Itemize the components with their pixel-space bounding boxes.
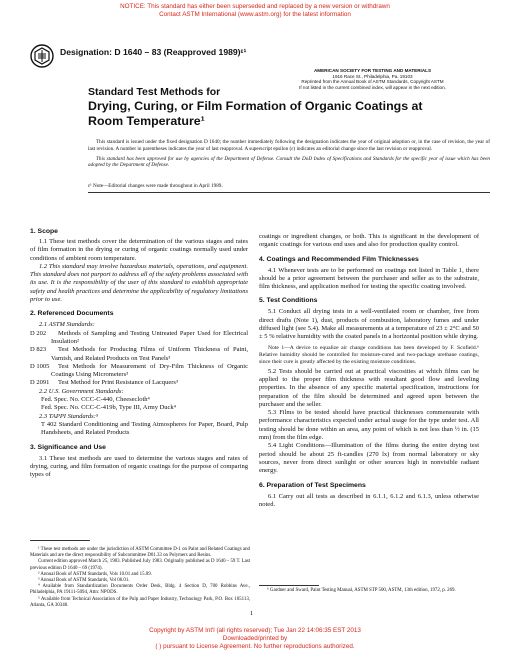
reference-item: D 202 Methods of Sampling and Testing Untreated Paper Used for Electrical Insulation² — [30, 329, 248, 345]
paragraph-1-1: 1.1 These test methods cover the determination of the various stages and rates of film formation in the drying or curing of organic coatings normally used under conditions of ambient room temperature. — [30, 238, 248, 262]
left-column — [30, 228, 248, 479]
publisher-org: AMERICAN SOCIETY FOR TESTING AND MATERIALS — [313, 68, 432, 73]
reference-item: D 823 Test Methods for Producing Films of Uniform Thickness of Paint, Varnish, and Related Products on Test Panels³ — [30, 346, 248, 362]
paragraph-5-2: 5.2 Tests should be carried out at practical viscosities at which films can be applied to the proper film thickness with resultant good flow and leveling properties. In the absence of any specific material specification, instructions for preparation of the film should be determined and agreed upon between the purchaser and the seller. — [259, 367, 479, 408]
government-standard-item: Fed. Spec. No. CCC-C-440, Cheesecloth⁴ — [41, 396, 150, 404]
designation: Designation: D 1640 – 83 (Reapproved 1989)ᵋ¹ — [60, 47, 247, 57]
government-standard-item: Fed. Spec. No. CCC-C-419b, Type III, Army Duck⁴ — [41, 404, 176, 412]
continued-paragraph: coatings or ingredient changes, or both. This is significant in the development of organic coatings for various end uses and also for production quality control. — [259, 233, 479, 249]
paragraph-5-4: 5.4 Light Conditions—Illumination of the films during the entire drying test period should be about 25 ft-candles (270 lx) from normal laboratory or sky sources, never from direct sunlight or other sources high in nonvisible radiant energy. — [259, 442, 479, 475]
title-line-1: Standard Test Methods for — [88, 86, 221, 98]
section-heading-preparation: 6. Preparation of Test Specimens — [259, 481, 366, 489]
footnotes-left — [30, 547, 250, 609]
section-heading-test-conditions: 5. Test Conditions — [259, 297, 318, 305]
footnote-5: ⁵ Available from Technical Association of the Pulp and Paper Industry, Technology Park, P.O. Box 105113, Atlanta, GA 30348. — [30, 596, 250, 608]
right-column — [259, 233, 479, 509]
paragraph-5-3: 5.3 Films to be tested should have practical thicknesses commensurate with performance characteristics expected under actual usage for the type under test. All testing should be done within an area, any point of which is not less than ½ in. (15 mm) from the film edge. — [259, 409, 479, 442]
divider — [88, 192, 490, 193]
paragraph-4-1: 4.1 Whenever tests are to be performed on coatings not listed in Table 1, there should be a prior agreement between the purchaser and seller as to the substrate, film thickness, and application method for testing the specific coating involved. — [259, 266, 479, 291]
astm-standards-heading: 2.1 ASTM Standards: — [39, 321, 95, 329]
section-heading-scope: 1. Scope — [30, 228, 58, 235]
editorial-note: ε¹ Note—Editorial changes were made throughout in April 1989. — [88, 183, 223, 189]
copyright-banner — [0, 627, 510, 651]
notice-line-1: NOTICE: This standard has either been superseded and replaced by a new version or withdrawn — [120, 3, 390, 10]
tappi-standard-item: T 402 Standard Conditioning and Testing Atmospheres for Paper, Board, Pulp Handsheets, and Related Products — [41, 420, 248, 437]
footnote-6: ⁶ Gardner and Sward, Paint Testing Manual, ASTM STP 500, ASTM, 13th edition, 1972, p. 269. — [267, 588, 456, 593]
publisher-reprint: Reprinted from the Annual Book of ASTM Standards, Copyright ASTM — [301, 79, 444, 85]
title-line-3: Room Temperature¹ — [88, 114, 205, 128]
footnote-divider — [259, 585, 319, 586]
government-standards-heading: 2.2 U.S. Government Standards: — [39, 387, 124, 395]
intro-paragraph-1: This standard is issued under the fixed designation D 1640; the number immediately following the designation indicates the year of original adoption or, in the case of revision, the year of last revision. A number in parentheses indicates the year of last reapproval. A superscript epsilon (ε) indicates an editorial change since the last revision or reapproval. — [88, 139, 490, 152]
footnote-4: ⁴ Available from Standardization Documents Order Desk, Bldg. 4 Section D, 700 Robbins Ave., Philadelphia, PA 19111-5094, Attn: NPODS. — [30, 584, 250, 596]
paragraph-5-1: 5.1 Conduct all drying tests in a well-ventilated room or chamber, free from direct drafts (Note 1), dust, products of combustion, laboratory fumes and under diffused light (see 5.4). Make all measurements at a temperature of 23 ± 2°C and 50 ± 5 % relative humidity with the coated panels in a horizontal position while drying. — [259, 308, 479, 341]
intro-block — [88, 139, 490, 172]
section-heading-significance: 3. Significance and Use — [30, 443, 106, 451]
copyright-line-1: Copyright by ASTM Int'l (all rights reserved); Tue Jan 22 14:06:35 EST 2013 — [149, 627, 361, 634]
footnote-3: ³ Annual Book of ASTM Standards, Vol 06.01. — [38, 578, 130, 584]
title-line-2: Drying, Curing, or Film Formation of Organic Coatings at — [88, 99, 423, 113]
note-1: Note 1—A device to equalize air change conditions has been developed by F. Scofield.⁶ Relative humidity should be controlled for moisture-cured and two-package urethane coatings, since their cure is greatly affected by the existing moisture conditions. — [259, 344, 479, 365]
paragraph-6-1: 6.1 Carry out all tests as described in 6.1.1, 6.1.2 and 6.1.3, unless otherwise noted. — [259, 492, 479, 508]
publisher-note: If not listed in the current combined index, will appear in the next edition. — [299, 84, 446, 90]
document-title — [88, 86, 488, 129]
section-heading-references: 2. Referenced Documents — [30, 310, 114, 318]
section-heading-coatings: 4. Coatings and Recommended Film Thicknesses — [259, 255, 419, 263]
tappi-standards-heading: 2.3 TAPPI Standards:⁵ — [39, 412, 99, 420]
astm-logo-icon — [30, 44, 54, 68]
copyright-line-2: Downloaded/printed by — [222, 635, 288, 642]
publisher-address: 1916 Race St., Philadelphia, Pa. 19103 — [332, 73, 413, 79]
reference-item: D 2091 Test Method for Print Resistance of Lacquers³ — [30, 379, 178, 387]
footnote-1: ¹ These test methods are under the jurisdiction of ASTM Committee D-1 on Paint and Related Coatings and Materials and are the direct responsibility of Subcommittee D01.33 on Polymers and Resins. — [30, 547, 250, 559]
paragraph-3-1: 3.1 These test methods are used to determine the various stages and rates of drying, curing, and film formation of organic coatings for the purpose of comparing types of — [30, 454, 248, 479]
notice-line-2: Contact ASTM International (www.astm.org) for the latest information — [159, 11, 351, 18]
copyright-line-3: ( ) pursuant to License Agreement. No further reproductions authorized. — [155, 643, 355, 650]
footnote-1-edition: Current edition approved March 25, 1983. Published July 1983. Originally published as D 1640 – 59 T. Last previous edition D 1640 – 69 (1974). — [30, 559, 250, 571]
intro-paragraph-2: This standard has been approved for use by agencies of the Department of Defense. Consult the DoD Index of Specifications and Standards for the specific year of issue which has been adopted by the Department of Defense. — [88, 155, 490, 169]
notice-banner — [0, 3, 510, 19]
footnote-2: ² Annual Book of ASTM Standards, Vols 10.01 and 15.09. — [38, 571, 152, 577]
reference-item: D 1005 Test Methods for Measurement of Dry-Film Thickness of Organic Coatings Using Micrometers³ — [30, 362, 248, 379]
paragraph-1-2: 1.2 This standard may involve hazardous materials, operations, and equipment. This standard does not purport to address all of the safety problems associated with its use. It is the responsibility of the user of this standard to establish appropriate safety and health practices and determine the applicability of regulatory limitations prior to use. — [30, 262, 248, 304]
footnote-divider — [30, 540, 90, 541]
page-number: 1 — [250, 610, 254, 617]
